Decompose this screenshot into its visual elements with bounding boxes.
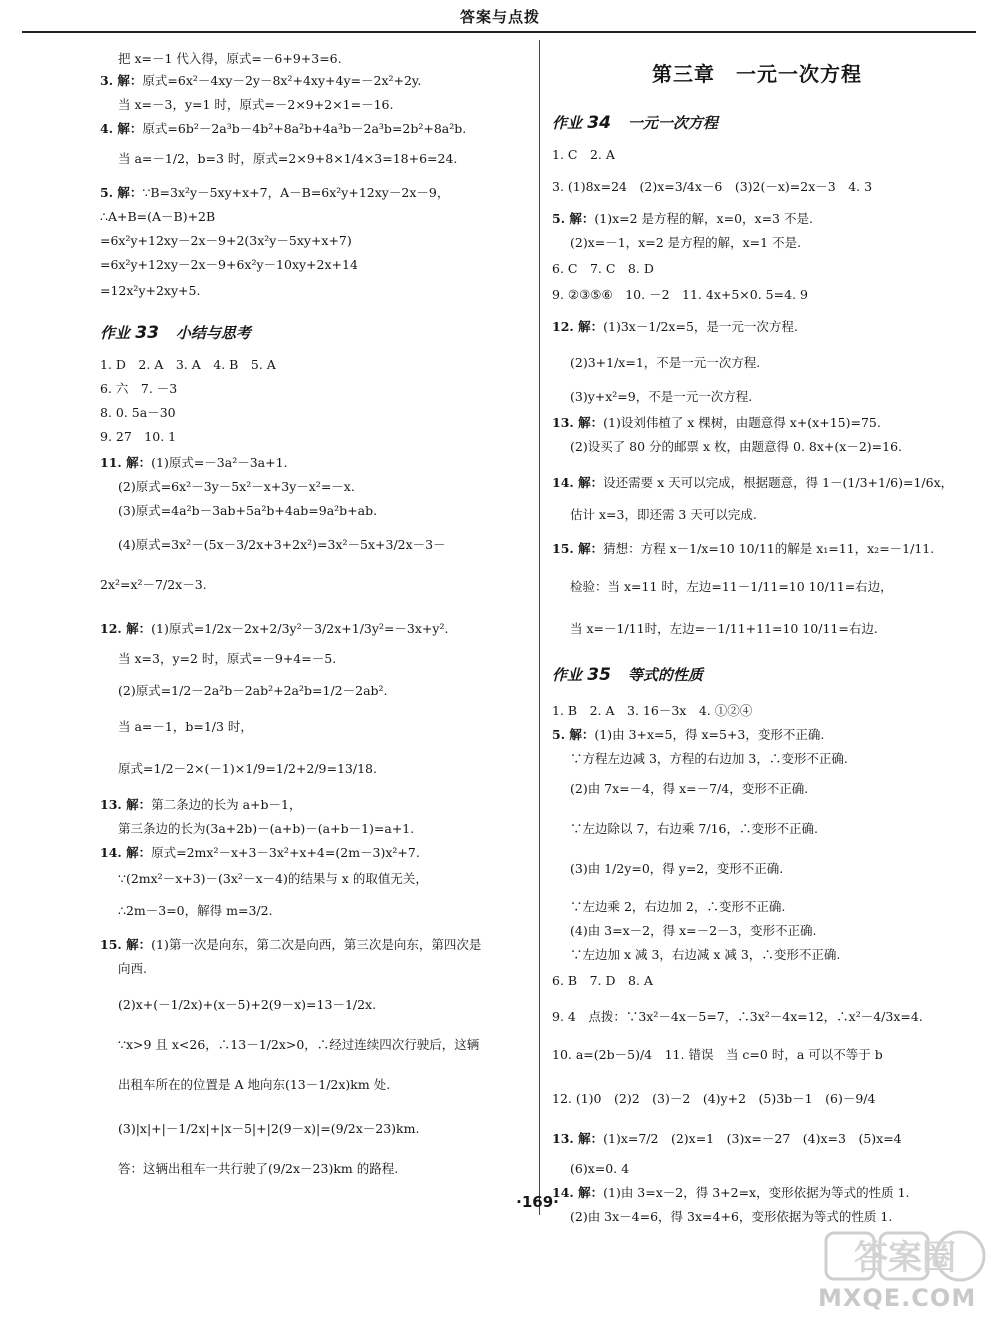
answer-label: 13. 解： (552, 1131, 604, 1146)
answer-line (100, 576, 207, 594)
answer-line (552, 318, 798, 336)
answer-line (100, 208, 215, 226)
column-divider (539, 40, 540, 1215)
answer-text: 3. (1)8x=24 (2)x=3/4x－6 (3)2(－x)=2x－3 4. 3 (552, 179, 873, 194)
answer-text: 当 a=－1，b=1/3 时， (118, 719, 253, 734)
section-number: 35 (587, 665, 628, 685)
chapter-title: 第三章 一元一次方程 (652, 62, 862, 86)
answer-text: 当 x=－1/11时，左边=－1/11+11=10 10/11=右边. (570, 621, 878, 636)
answer-line (118, 718, 253, 736)
section-title: 小结与思考 (175, 324, 251, 342)
answer-line (100, 282, 200, 300)
answer-line (100, 72, 421, 90)
answer-label: 12. 解： (100, 621, 152, 636)
answer-text: 12. (1)0 (2)2 (3)－2 (4)y+2 (5)3b－1 (6)－9/4 (552, 1091, 876, 1106)
answer-line (570, 946, 840, 964)
answer-line (570, 620, 878, 638)
answer-line (118, 820, 414, 838)
section-number: 34 (587, 113, 628, 133)
answer-text: 9. ②③⑤⑥ 10. －2 11. 4x+5×0. 5=4. 9 (552, 287, 808, 302)
watermark-url: MXQE.COM (818, 1284, 977, 1312)
answer-text: ∵左边除以 7，右边乘 7/16，∴变形不正确. (570, 821, 818, 836)
answer-line (552, 414, 881, 432)
answer-label: 15. 解： (100, 937, 152, 952)
answer-line (100, 844, 420, 862)
answer-text: 答：这辆出租车一共行驶了(9/2x－23)km 的路程. (118, 1161, 399, 1176)
answer-text: (2)原式=6x²－3y－5x²－x+3y－x²=－x. (118, 479, 355, 494)
answer-text: 出租车所在的位置是 A 地向东(13－1/2x)km 处. (118, 1077, 391, 1092)
answer-text: ∵方程左边减 3，方程的右边加 3，∴变形不正确. (570, 751, 848, 766)
answer-label: 13. 解： (100, 797, 152, 812)
answer-text: 1. D 2. A 3. A 4. B 5. A (100, 357, 276, 372)
answer-label: 15. 解： (552, 541, 604, 556)
answer-text: 1. B 2. A 3. 16－3x 4. ①②④ (552, 703, 753, 718)
answer-label: 5. 解： (100, 185, 143, 200)
answer-line (552, 210, 813, 228)
answer-line (100, 184, 449, 202)
answer-label: 12. 解： (552, 319, 604, 334)
answer-line (100, 454, 288, 472)
answer-text: (1)原式=－3a²－3a+1. (151, 455, 288, 470)
answer-line (570, 750, 848, 768)
answer-text: 估计 x=3，即还需 3 天可以完成. (570, 507, 757, 522)
answer-line (100, 796, 301, 814)
answer-label: 14. 解： (552, 475, 604, 490)
answer-label: 11. 解： (100, 455, 152, 470)
answer-line (118, 1120, 419, 1138)
answer-line (118, 760, 377, 778)
answer-line (100, 620, 448, 638)
answer-text: (2)由 7x=－4，得 x=－7/4，变形不正确. (570, 781, 809, 796)
watermark-logo-text: 答案圈 (854, 1238, 956, 1278)
answer-text: (1)3x－1/2x=5，是一元一次方程. (603, 319, 798, 334)
answer-line (100, 120, 466, 138)
answer-text: =6x²y+12xy－2x－9+2(3x²y－5xy+x+7) (100, 233, 352, 248)
answer-label: 5. 解： (552, 727, 595, 742)
answer-line (570, 578, 893, 596)
section-prefix: 作业 (552, 666, 583, 684)
answer-text: 原式=1/2－2×(－1)×1/9=1/2+2/9=13/18. (118, 761, 377, 776)
answer-text: (3)由 1/2y=0，得 y=2，变形不正确. (570, 861, 784, 876)
answer-line (118, 150, 457, 168)
answer-text: ∵x>9 且 x<26，∴13－1/2x>0，∴经过连续四次行驶后，这辆 (118, 1037, 480, 1052)
answer-line (552, 1046, 883, 1064)
answer-line (570, 388, 752, 406)
section-prefix: 作业 (100, 324, 131, 342)
answer-text: ∵B=3x²y－5xy+x+7，A－B=6x²y+12xy－2x－9， (142, 185, 450, 200)
answer-text: (3)y+x²=9，不是一元一次方程. (570, 389, 753, 404)
answer-text: (1)由 3=x－2，得 3+2=x，变形依据为等式的性质 1. (603, 1185, 910, 1200)
section-heading (552, 108, 718, 133)
answer-line (570, 438, 902, 456)
answer-text: 当 x=3，y=2 时，原式=－9+4=－5. (118, 651, 337, 666)
answer-line (552, 1090, 875, 1108)
answer-line (118, 1076, 390, 1094)
answer-line (118, 96, 393, 114)
answer-line (100, 256, 358, 274)
answer-text: (2)3+1/x=1，不是一元一次方程. (570, 355, 761, 370)
section-title: 等式的性质 (627, 666, 703, 684)
answer-line (570, 922, 817, 940)
answer-text: 检验：当 x=11 时，左边=11－1/11=10 10/11=右边， (570, 579, 893, 594)
answer-text: 当 a=－1/2，b=3 时，原式=2×9+8×1/4×3=18+6=24. (118, 151, 458, 166)
answer-text: 6. 六 7. －3 (100, 381, 178, 396)
answer-line (552, 1008, 923, 1026)
answer-line (118, 960, 147, 978)
answer-line (552, 474, 953, 492)
answer-line (118, 50, 342, 68)
answer-line (100, 356, 276, 374)
answer-text: 原式=6x²－4xy－2y－8x²+4xy+4y=－2x²+2y. (142, 73, 422, 88)
answer-line (552, 1130, 902, 1148)
answer-text: (4)由 3=x－2，得 x=－2－3，变形不正确. (570, 923, 817, 938)
answer-label: 14. 解： (100, 845, 152, 860)
answer-label: 13. 解： (552, 415, 604, 430)
answer-text: (2)设买了 80 分的邮票 x 枚，由题意得 0. 8x+(x－2)=16. (570, 439, 903, 454)
header-rule (22, 31, 976, 33)
answer-text: (2)x=－1，x=2 是方程的解，x=1 不是. (570, 235, 802, 250)
answer-text: ∴A+B=(A－B)+2B (100, 209, 216, 224)
answer-text: ∵左边加 x 减 3，右边减 x 减 3，∴变形不正确. (570, 947, 841, 962)
answer-line (100, 936, 481, 954)
answer-text: (2)x+(－1/2x)+(x－5)+2(9－x)=13－1/2x. (118, 997, 377, 1012)
section-title: 一元一次方程 (627, 114, 718, 132)
answer-text: 10. a=(2b－5)/4 11. 错误 当 c=0 时，a 可以不等于 b (552, 1047, 883, 1062)
answer-text: (4)原式=3x²－(5x－3/2x+3+2x²)=3x²－5x+3/2x－3－ (118, 537, 446, 552)
answer-line (552, 540, 934, 558)
answer-text: 6. B 7. D 8. A (552, 973, 653, 988)
answer-text: 8. 0. 5a－30 (100, 405, 176, 420)
header-title: 答案与点拨 (459, 8, 540, 26)
answer-line (552, 702, 752, 720)
answer-text: =6x²y+12xy－2x－9+6x²y－10xy+2x+14 (100, 257, 358, 272)
answer-text: 设还需要 x 天可以完成，根据题意，得 1－(1/3+1/6)=1/6x， (603, 475, 954, 490)
answer-text: ∴2m－3=0，解得 m=3/2. (118, 903, 273, 918)
answer-line (570, 354, 760, 372)
answer-text: 9. 27 10. 1 (100, 429, 177, 444)
answer-label: 3. 解： (100, 73, 143, 88)
answer-line (552, 726, 824, 744)
answer-line (118, 1036, 479, 1054)
answer-text: (1)x=2 是方程的解，x=0，x=3 不是. (594, 211, 813, 226)
answer-text: (2)原式=1/2－2a²b－2ab²+2a²b=1/2－2ab². (118, 683, 388, 698)
answer-text: 6. C 7. C 8. D (552, 261, 654, 276)
answer-line (118, 1160, 398, 1178)
answer-line (118, 682, 388, 700)
answer-line (100, 404, 176, 422)
answer-text: ∵左边乘 2，右边加 2，∴变形不正确. (570, 899, 786, 914)
answer-line (118, 870, 428, 888)
answer-text: (2)由 3x－4=6，得 3x=4+6，变形依据为等式的性质 1. (570, 1209, 893, 1224)
answer-line (552, 286, 808, 304)
answer-line (118, 996, 376, 1014)
answer-label: 14. 解： (552, 1185, 604, 1200)
answer-line (570, 860, 783, 878)
answer-text: (1)x=7/2 (2)x=1 (3)x=－27 (4)x=3 (5)x=4 (603, 1131, 902, 1146)
answer-line (570, 506, 757, 524)
answer-line (118, 502, 377, 520)
answer-label: 5. 解： (552, 211, 595, 226)
answer-text: 1. C 2. A (552, 147, 615, 162)
answer-text: 把 x=－1 代入得，原式=－6+9+3=6. (118, 51, 342, 66)
answer-text: 原式=6b²－2a³b－4b²+8a²b+4a³b－2a³b=2b²+8a²b. (142, 121, 467, 136)
answer-text: (6)x=0. 4 (570, 1161, 630, 1176)
section-prefix: 作业 (552, 114, 583, 132)
answer-line (570, 820, 818, 838)
answer-line (552, 146, 615, 164)
answer-line (570, 898, 785, 916)
answer-line (118, 536, 446, 554)
answer-line (100, 428, 176, 446)
answer-text: 第二条边的长为 a+b－1， (151, 797, 302, 812)
answer-line (118, 902, 273, 920)
answer-line (552, 178, 872, 196)
answer-line (570, 780, 808, 798)
answer-text: (3)|x|+|－1/2x|+|x－5|+|2(9－x)|=(9/2x－23)km. (118, 1121, 420, 1136)
answer-line (552, 260, 654, 278)
answer-line (552, 972, 653, 990)
answer-text: (3)原式=4a²b－3ab+5a²b+4ab=9a²b+ab. (118, 503, 378, 518)
answer-text: (1)由 3+x=5，得 x=5+3，变形不正确. (594, 727, 825, 742)
section-heading (552, 660, 703, 685)
answer-text: 向西. (118, 961, 147, 976)
answer-text: =12x²y+2xy+5. (100, 283, 201, 298)
answer-line (118, 650, 336, 668)
answer-line (118, 478, 355, 496)
page-number: ·169· (516, 1193, 559, 1211)
section-heading (100, 318, 251, 343)
answer-text: 当 x=－3，y=1 时，原式=－2×9+2×1=－16. (118, 97, 394, 112)
answer-text: 猜想：方程 x－1/x=10 10/11的解是 x₁=11，x₂=－1/11. (603, 541, 935, 556)
answer-text: (1)设刘伟植了 x 棵树，由题意得 x+(x+15)=75. (603, 415, 881, 430)
answer-text: ∵(2mx²－x+3)－(3x²－x－4)的结果与 x 的取值无关， (118, 871, 428, 886)
answer-text: 原式=2mx²－x+3－3x²+x+4=(2m－3)x²+7. (151, 845, 420, 860)
answer-line (100, 380, 177, 398)
answer-line (100, 232, 352, 250)
section-number: 33 (135, 323, 176, 343)
answer-text: 9. 4 点拨：∵3x²－4x－5=7，∴3x²－4x=12，∴x²－4/3x=4. (552, 1009, 923, 1024)
answer-text: 第三条边的长为(3a+2b)－(a+b)－(a+b－1)=a+1. (118, 821, 415, 836)
answer-line (570, 1160, 629, 1178)
answer-text: (1)第一次是向东，第二次是向西，第三次是向东，第四次是 (151, 937, 482, 952)
answer-text: (1)原式=1/2x－2x+2/3y²－3/2x+1/3y²=－3x+y². (151, 621, 449, 636)
answer-line (570, 234, 801, 252)
answer-text: 2x²=x²－7/2x－3. (100, 577, 207, 592)
answer-label: 4. 解： (100, 121, 143, 136)
